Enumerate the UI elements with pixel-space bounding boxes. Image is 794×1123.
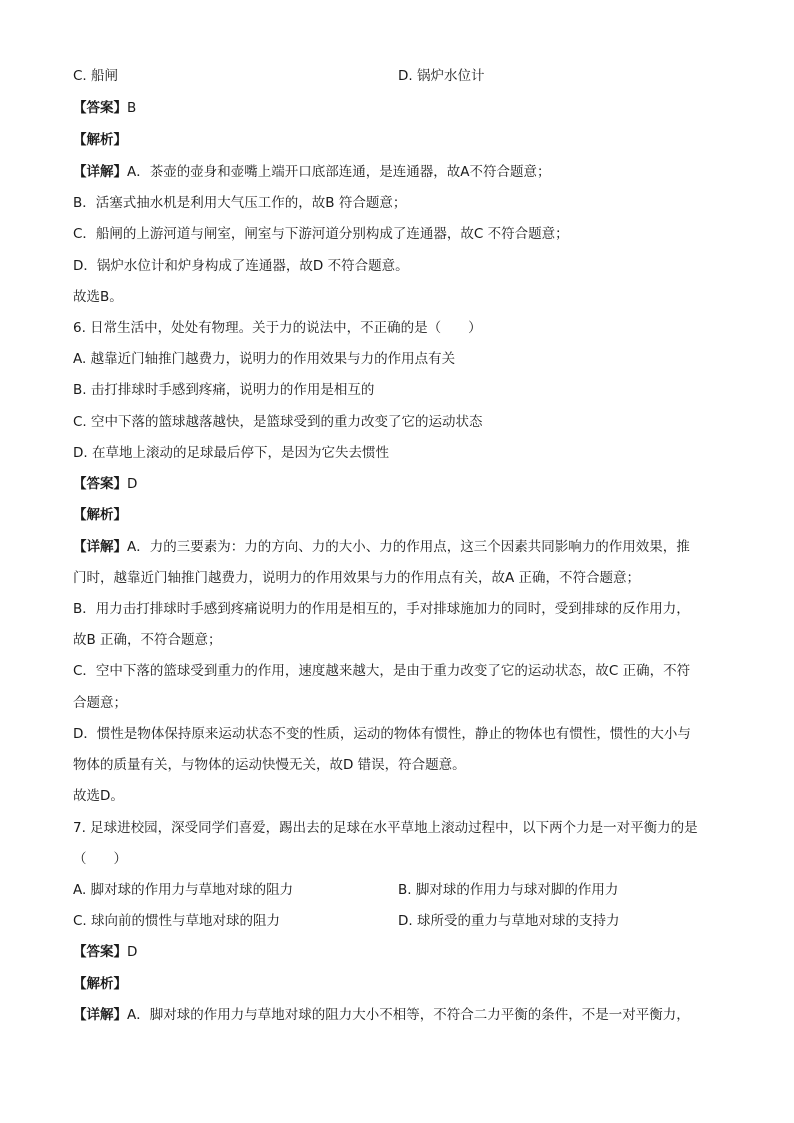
q6-detail-b2: 故B 正确，不符合题意； — [73, 632, 222, 648]
q5-conclusion: 故选B。 — [73, 289, 123, 305]
answer-tag: 【答案】 — [73, 476, 127, 492]
q5-detail-a — [73, 162, 550, 182]
q5-answer — [73, 98, 136, 118]
q7-answer — [73, 942, 137, 962]
q7-option-d: D. 球所受的重力与草地对球的支持力 — [398, 913, 620, 929]
q6-answer — [73, 474, 137, 494]
q6-detail-a1 — [73, 537, 690, 557]
q7-option-b: B. 脚对球的作用力与球对脚的作用力 — [398, 882, 619, 898]
detail-tag: 【详解】 — [73, 539, 127, 555]
q6-conclusion: 故选D。 — [73, 788, 124, 804]
q7-analysis-heading: 【解析】 — [73, 976, 127, 992]
detail-text: A．力的三要素为：力的方向、力的大小、力的作用点，这三个因素共同影响力的作用效果，推 — [127, 539, 690, 555]
answer-tag: 【答案】 — [73, 100, 127, 116]
option-c-prev: C. 船闸 — [73, 68, 119, 84]
answer-value: B — [127, 100, 137, 116]
q6-detail-b1: B．用力击打排球时手感到疼痛说明力的作用是相互的，手对排球施加力的同时，受到排球的反作用力， — [73, 601, 690, 617]
detail-text: A．茶壶的壶身和壶嘴上端开口底部连通，是连通器，故A不符合题意； — [127, 164, 551, 180]
q7-stem-line1: 7. 足球进校园，深受同学们喜爱，踢出去的足球在水平草地上滚动过程中，以下两个力是一对平衡力的是 — [73, 820, 698, 836]
option-d-prev: D. 锅炉水位计 — [398, 68, 485, 84]
q5-detail-c: C．船闸的上游河道与闸室，闸室与下游河道分别构成了连通器，故C 不符合题意； — [73, 226, 569, 242]
q6-detail-c1: C．空中下落的篮球受到重力的作用，速度越来越大，是由于重力改变了它的运动状态，故C 正确，不符 — [73, 663, 691, 679]
q6-detail-a2: 门时，越靠近门轴推门越费力，说明力的作用效果与力的作用点有关，故A 正确，不符合题意； — [73, 570, 641, 586]
q6-detail-d2: 物体的质量有关，与物体的运动快慢无关，故D 错误，符合题意。 — [73, 757, 466, 773]
q6-option-a: A. 越靠近门轴推门越费力，说明力的作用效果与力的作用点有关 — [73, 351, 456, 367]
q6-stem: 6. 日常生活中，处处有物理。关于力的说法中，不正确的是（ ） — [73, 320, 482, 336]
q6-option-c: C. 空中下落的篮球越落越快，是篮球受到的重力改变了它的运动状态 — [73, 414, 483, 430]
q7-option-c: C. 球向前的惯性与草地对球的阻力 — [73, 913, 281, 929]
q6-detail-d1: D．惯性是物体保持原来运动状态不变的性质，运动的物体有惯性，静止的物体也有惯性，惯性的大小与 — [73, 726, 691, 742]
q6-option-d: D. 在草地上滚动的足球最后停下，是因为它失去惯性 — [73, 445, 389, 461]
q6-option-b: B. 击打排球时手感到疼痛，说明力的作用是相互的 — [73, 382, 375, 398]
q7-detail-a1 — [73, 1005, 690, 1025]
q6-analysis-heading: 【解析】 — [73, 507, 127, 523]
detail-tag: 【详解】 — [73, 1007, 127, 1023]
detail-tag: 【详解】 — [73, 164, 127, 180]
q7-option-a: A. 脚对球的作用力与草地对球的阻力 — [73, 882, 294, 898]
detail-text: A．脚对球的作用力与草地对球的阻力大小不相等，不符合二力平衡的条件，不是一对平衡力， — [127, 1007, 690, 1023]
answer-value: D — [127, 944, 138, 960]
q6-detail-c2: 合题意； — [73, 695, 127, 711]
answer-value: D — [127, 476, 138, 492]
q5-detail-d: D．锅炉水位计和炉身构成了连通器，故D 不符合题意。 — [73, 258, 409, 274]
q5-detail-b: B．活塞式抽水机是利用大气压工作的，故B 符合题意； — [73, 195, 407, 211]
q5-analysis-heading: 【解析】 — [73, 132, 127, 148]
answer-tag: 【答案】 — [73, 944, 127, 960]
q7-stem-line2: （ ） — [73, 851, 127, 867]
